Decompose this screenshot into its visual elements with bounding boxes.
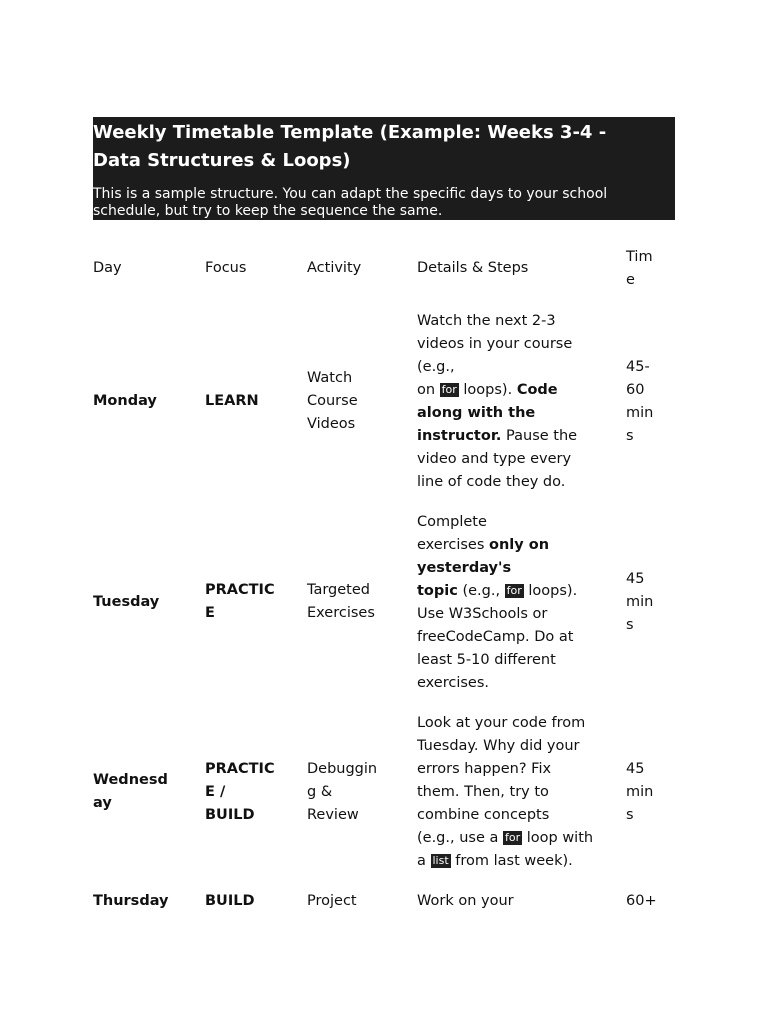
- row-tuesday-details-line-4-bold: topic: [417, 583, 458, 599]
- row-monday-details-line-7: video and type every: [417, 451, 572, 467]
- row-thursday-time: [626, 890, 657, 913]
- row-monday-details-line-4-mid: loops).: [458, 382, 517, 398]
- row-tuesday-activity-line-1: Targeted: [307, 582, 370, 598]
- row-tuesday-time-line-2: min: [626, 594, 654, 610]
- row-wednesday-day-line-2: ay: [93, 795, 112, 811]
- row-tuesday-focus: [205, 579, 275, 625]
- row-monday-time-line-1: 45-: [626, 359, 650, 375]
- row-tuesday-details-line-7: least 5-10 different: [417, 652, 556, 668]
- row-monday-details-line-1: Watch the next 2-3: [417, 313, 556, 329]
- inline-code: list: [432, 854, 449, 867]
- row-tuesday-details-line-6: freeCodeCamp. Do at: [417, 629, 574, 645]
- row-monday-time-line-2: 60: [626, 382, 645, 398]
- page-title: [93, 117, 675, 175]
- header-time: [626, 246, 653, 292]
- row-thursday-focus-text: BUILD: [205, 893, 255, 909]
- row-tuesday-activity-line-2: Exercises: [307, 605, 375, 621]
- page-title-line-1: Weekly Timetable Template (Example: Weeks 3-4 -: [93, 122, 607, 143]
- row-tuesday-day: [93, 591, 159, 614]
- row-monday-details-line-6-bold: instructor.: [417, 428, 502, 444]
- row-thursday-day: [93, 890, 169, 913]
- row-wednesday-focus: [205, 758, 275, 827]
- row-wednesday-details-line-2: Tuesday. Why did your: [417, 738, 580, 754]
- row-wednesday-details-line-7-end: from last week).: [450, 853, 573, 869]
- header-day: [93, 257, 122, 280]
- row-monday-focus: [205, 390, 259, 413]
- row-monday-details-line-8: line of code they do.: [417, 474, 566, 490]
- row-tuesday-details-line-2-bold: only on: [489, 537, 550, 553]
- row-monday-details-line-4-start: on: [417, 382, 440, 398]
- row-thursday-day-text: Thursday: [93, 893, 169, 909]
- row-thursday-details: [417, 890, 514, 913]
- header-focus: [205, 257, 246, 280]
- row-tuesday-details-line-3: yesterday's: [417, 560, 512, 576]
- row-monday-time: [626, 356, 653, 448]
- row-monday-details-line-3: (e.g.,: [417, 359, 455, 375]
- row-tuesday-day-text: Tuesday: [93, 594, 160, 610]
- row-monday-details-line-6-rest: Pause the: [501, 428, 578, 444]
- intro-text: [93, 175, 675, 220]
- row-thursday-time-text: 60+: [626, 893, 657, 909]
- header-details: [417, 257, 528, 280]
- row-thursday-activity: [307, 890, 357, 913]
- row-monday-activity-line-2: Course: [307, 393, 358, 409]
- row-tuesday-time: [626, 568, 653, 637]
- header-activity: [307, 257, 361, 280]
- row-wednesday-details: [417, 712, 593, 873]
- row-thursday-details-line-1: Work on your: [417, 893, 514, 909]
- row-wednesday-activity-line-1: Debuggin: [307, 761, 378, 777]
- row-tuesday-time-line-1: 45: [626, 571, 645, 587]
- header-focus-label: Focus: [205, 260, 247, 276]
- row-wednesday-details-line-7-start: a: [417, 853, 431, 869]
- inline-code: for: [506, 584, 522, 597]
- row-monday-time-line-4: s: [626, 428, 634, 444]
- row-monday-day: [93, 390, 157, 413]
- row-wednesday-time: [626, 758, 653, 827]
- row-monday-details-line-4-bold: Code: [516, 382, 558, 398]
- row-tuesday-activity: [307, 579, 375, 625]
- row-monday-details-line-5: along with the: [417, 405, 536, 421]
- row-thursday-focus: [205, 890, 255, 913]
- row-monday-activity: [307, 367, 358, 436]
- header-time-line-2: e: [626, 272, 635, 288]
- row-monday-activity-line-3: Videos: [307, 416, 356, 432]
- row-monday-time-line-3: min: [626, 405, 654, 421]
- page-title-line-2: Data Structures & Loops): [93, 150, 351, 171]
- header-day-label: Day: [93, 260, 122, 276]
- row-tuesday-time-line-3: s: [626, 617, 634, 633]
- row-tuesday-details-line-4-end: loops).: [523, 583, 578, 599]
- row-monday-details: [417, 310, 577, 494]
- row-wednesday-details-line-6-end: loop with: [522, 830, 594, 846]
- row-wednesday-day-line-1: Wednesd: [93, 772, 168, 788]
- row-wednesday-details-line-5: combine concepts: [417, 807, 550, 823]
- row-tuesday-details-line-5: Use W3Schools or: [417, 606, 548, 622]
- inline-code: for: [441, 383, 457, 396]
- row-tuesday-details-line-1: Complete: [417, 514, 487, 530]
- row-tuesday-details: [417, 511, 577, 695]
- header-time-line-1: Tim: [626, 249, 653, 265]
- row-wednesday-activity-line-3: Review: [307, 807, 359, 823]
- row-wednesday-focus-line-2: E /: [205, 784, 226, 800]
- header-block: [93, 117, 675, 220]
- row-wednesday-focus-line-3: BUILD: [205, 807, 255, 823]
- row-wednesday-details-line-1: Look at your code from: [417, 715, 586, 731]
- row-wednesday-day: [93, 769, 168, 815]
- header-activity-label: Activity: [307, 260, 362, 276]
- row-monday-focus-text: LEARN: [205, 393, 259, 409]
- row-wednesday-time-line-2: min: [626, 784, 654, 800]
- row-wednesday-focus-line-1: PRACTIC: [205, 761, 275, 777]
- row-tuesday-focus-line-2: E: [205, 605, 215, 621]
- row-wednesday-time-line-1: 45: [626, 761, 645, 777]
- row-wednesday-time-line-3: s: [626, 807, 634, 823]
- row-monday-day-text: Monday: [93, 393, 157, 409]
- row-monday-details-line-2: videos in your course: [417, 336, 573, 352]
- row-tuesday-details-line-8: exercises.: [417, 675, 490, 691]
- row-wednesday-details-line-6-start: (e.g., use a: [417, 830, 503, 846]
- row-monday-activity-line-1: Watch: [307, 370, 353, 386]
- row-wednesday-details-line-4: them. Then, try to: [417, 784, 549, 800]
- row-tuesday-details-line-4-mid: (e.g.,: [457, 583, 505, 599]
- row-tuesday-details-line-2-start: exercises: [417, 537, 490, 553]
- row-thursday-activity-text: Project: [307, 893, 357, 909]
- inline-code: for: [505, 831, 521, 844]
- intro-line-1: This is a sample structure. You can adapt the specific days to your school: [93, 186, 608, 202]
- row-wednesday-details-line-3: errors happen? Fix: [417, 761, 552, 777]
- row-wednesday-activity: [307, 758, 377, 827]
- header-details-label: Details & Steps: [417, 260, 529, 276]
- intro-line-2: schedule, but try to keep the sequence the same.: [93, 203, 443, 219]
- row-tuesday-focus-line-1: PRACTIC: [205, 582, 275, 598]
- row-wednesday-activity-line-2: g &: [307, 784, 333, 800]
